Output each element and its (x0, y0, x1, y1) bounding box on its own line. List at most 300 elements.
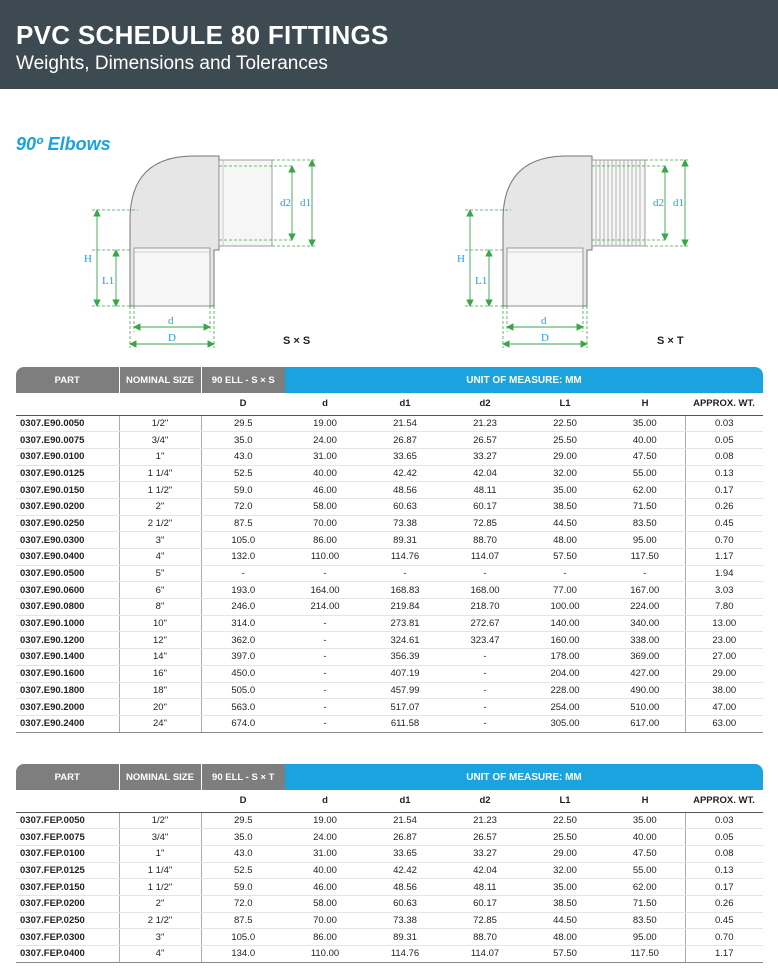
table-row (16, 665, 763, 682)
dim-h-cell: - (605, 565, 685, 582)
nominal-size-cell: 1" (119, 845, 201, 862)
dim-d1-cell: 26.87 (365, 432, 445, 449)
dim-d2-cell: 60.17 (445, 895, 525, 912)
approx-weight-cell: 47.00 (685, 699, 763, 716)
dim-d-cell: 31.00 (285, 845, 365, 862)
dim-d1-cell: 457.99 (365, 682, 445, 699)
col-d-header: d (285, 393, 365, 415)
dim-h-cell: 117.50 (605, 549, 685, 566)
nominal-size-cell: 16" (119, 665, 201, 682)
dim-h-cell: 510.00 (605, 699, 685, 716)
part-number-cell: 0307.E90.0300 (16, 532, 119, 549)
dim-l1-cell: 140.00 (525, 615, 605, 632)
dim-l1-cell: 44.50 (525, 912, 605, 929)
part-number-cell: 0307.E90.0800 (16, 599, 119, 616)
dim-l1-cell: 35.00 (525, 879, 605, 896)
col-D-header: D (201, 393, 285, 415)
dim-l1-cell: 35.00 (525, 482, 605, 499)
dim-D-label: D (168, 332, 176, 344)
nominal-size-cell: 1/2" (119, 812, 201, 829)
dim-d-cell: - (285, 682, 365, 699)
dim-d1-cell: 168.83 (365, 582, 445, 599)
dim-h-cell: 35.00 (605, 812, 685, 829)
dim-d1-cell: 611.58 (365, 715, 445, 732)
dim-d-cell: - (285, 665, 365, 682)
dim-D-cell: 397.0 (201, 649, 285, 666)
part-number-cell: 0307.E90.0100 (16, 448, 119, 465)
dim-d-cell: 46.00 (285, 879, 365, 896)
dim-d1-cell: 407.19 (365, 665, 445, 682)
dim-d2-cell: 72.85 (445, 515, 525, 532)
diagram-sxs-label: S × S (283, 335, 311, 347)
table-row (16, 812, 763, 829)
dim-D-cell: 35.0 (201, 829, 285, 846)
dim-d1-cell: 273.81 (365, 615, 445, 632)
col-l1-header: L1 (525, 790, 605, 812)
dim-d1-cell: 60.63 (365, 498, 445, 515)
dim-h-cell: 95.00 (605, 929, 685, 946)
part-number-cell: 0307.E90.1000 (16, 615, 119, 632)
table-row (16, 715, 763, 732)
dim-d2-cell: 21.23 (445, 415, 525, 432)
approx-weight-cell: 7.80 (685, 599, 763, 616)
dim-D-cell: 43.0 (201, 845, 285, 862)
approx-weight-cell: 1.17 (685, 946, 763, 963)
dim-h-cell: 117.50 (605, 946, 685, 963)
dim-D-cell: 43.0 (201, 448, 285, 465)
dim-d1-cell: 33.65 (365, 845, 445, 862)
nominal-size-cell: 1" (119, 448, 201, 465)
dim-d-cell: - (285, 649, 365, 666)
dim-d1-cell: 89.31 (365, 532, 445, 549)
nominal-size-cell: 1 1/4" (119, 862, 201, 879)
dim-l1-cell: 25.50 (525, 829, 605, 846)
table-row (16, 465, 763, 482)
dim-l1-cell: 100.00 (525, 599, 605, 616)
dim-d2-cell: 33.27 (445, 448, 525, 465)
table-row (16, 946, 763, 963)
dim-h-cell: 167.00 (605, 582, 685, 599)
part-number-cell: 0307.FEP.0250 (16, 912, 119, 929)
dim-d2-cell: 33.27 (445, 845, 525, 862)
dim-d1-cell: 114.76 (365, 946, 445, 963)
approx-weight-cell: 1.94 (685, 565, 763, 582)
dim-l1-cell: 29.00 (525, 448, 605, 465)
dim-D-cell: 105.0 (201, 532, 285, 549)
dim-l1-cell: 228.00 (525, 682, 605, 699)
nominal-size-cell: 1 1/2" (119, 482, 201, 499)
dim-l1-cell: 57.50 (525, 946, 605, 963)
dim-d-cell: - (285, 565, 365, 582)
table-row (16, 879, 763, 896)
dim-D-cell: 193.0 (201, 582, 285, 599)
approx-weight-cell: 0.70 (685, 929, 763, 946)
approx-weight-cell: 0.45 (685, 912, 763, 929)
nominal-size-cell: 14" (119, 649, 201, 666)
dim-D-cell: 52.5 (201, 465, 285, 482)
nominal-size-cell: 1 1/4" (119, 465, 201, 482)
dim-h-cell: 490.00 (605, 682, 685, 699)
dim-d2-label: d2 (653, 197, 664, 209)
part-number-cell: 0307.FEP.0050 (16, 812, 119, 829)
dim-h-cell: 47.50 (605, 845, 685, 862)
col-d1-header: d1 (365, 393, 445, 415)
dim-D-cell: 132.0 (201, 549, 285, 566)
table-row (16, 845, 763, 862)
dim-h-label: H (84, 253, 92, 265)
dim-D-cell: 450.0 (201, 665, 285, 682)
dim-d2-cell: 26.57 (445, 432, 525, 449)
dim-d1-cell: 324.61 (365, 632, 445, 649)
dim-l1-cell: 25.50 (525, 432, 605, 449)
dim-d2-cell: - (445, 665, 525, 682)
part-number-cell: 0307.FEP.0400 (16, 946, 119, 963)
unit-of-measure-header: UNIT OF MEASURE: MM (285, 764, 763, 790)
dim-d1-cell: 21.54 (365, 415, 445, 432)
nominal-size-cell: 4" (119, 946, 201, 963)
elbow-sxt-diagram (451, 140, 701, 350)
dim-d-cell: 24.00 (285, 432, 365, 449)
nominal-size-cell: 3" (119, 532, 201, 549)
fitting-type-header: 90 ELL - S × S (201, 367, 285, 393)
nominal-size-cell: 2 1/2" (119, 515, 201, 532)
nominal-size-cell: 2" (119, 498, 201, 515)
approx-weight-cell: 0.45 (685, 515, 763, 532)
nominal-size-cell: 12" (119, 632, 201, 649)
dim-h-cell: 47.50 (605, 448, 685, 465)
dim-d2-cell: 48.11 (445, 879, 525, 896)
part-number-cell: 0307.FEP.0300 (16, 929, 119, 946)
col-h-header: H (605, 790, 685, 812)
dim-d-cell: 58.00 (285, 498, 365, 515)
part-number-cell: 0307.E90.1200 (16, 632, 119, 649)
approx-weight-cell: 0.26 (685, 895, 763, 912)
dim-d-cell: 19.00 (285, 812, 365, 829)
dim-d2-cell: 72.85 (445, 912, 525, 929)
dim-d2-cell: - (445, 565, 525, 582)
col-D-header: D (201, 790, 285, 812)
dim-l1-cell: 77.00 (525, 582, 605, 599)
part-number-cell: 0307.FEP.0200 (16, 895, 119, 912)
part-number-cell: 0307.E90.1800 (16, 682, 119, 699)
part-number-cell: 0307.FEP.0125 (16, 862, 119, 879)
dim-D-cell: 72.0 (201, 895, 285, 912)
dim-d2-cell: 42.04 (445, 862, 525, 879)
dim-l1-label: L1 (102, 275, 115, 287)
dim-d2-cell: 21.23 (445, 812, 525, 829)
table-row (16, 912, 763, 929)
dim-d1-cell: 356.39 (365, 649, 445, 666)
dim-d1-cell: 26.87 (365, 829, 445, 846)
dim-D-cell: 674.0 (201, 715, 285, 732)
approx-weight-cell: 38.00 (685, 682, 763, 699)
dim-h-cell: 340.00 (605, 615, 685, 632)
dim-l1-cell: 178.00 (525, 649, 605, 666)
part-number-cell: 0307.E90.0250 (16, 515, 119, 532)
dim-d1-cell: 89.31 (365, 929, 445, 946)
elbow-sxs-table (16, 367, 763, 733)
part-number-cell: 0307.E90.0125 (16, 465, 119, 482)
dim-d1-cell: 21.54 (365, 812, 445, 829)
approx-weight-cell: 0.05 (685, 829, 763, 846)
part-header: PART (16, 764, 119, 790)
col-d2-header: d2 (445, 393, 525, 415)
part-header: PART (16, 367, 119, 393)
dim-d-label: d (168, 315, 174, 327)
table-row (16, 599, 763, 616)
approx-weight-cell: 0.17 (685, 879, 763, 896)
dim-D-cell: 314.0 (201, 615, 285, 632)
dim-h-cell: 427.00 (605, 665, 685, 682)
nominal-size-cell: 2 1/2" (119, 912, 201, 929)
approx-weight-cell: 0.08 (685, 845, 763, 862)
approx-weight-cell: 0.17 (685, 482, 763, 499)
dim-l1-cell: 32.00 (525, 465, 605, 482)
dim-l1-cell: - (525, 565, 605, 582)
elbow-sxt-table (16, 764, 763, 963)
dim-d1-cell: 517.07 (365, 699, 445, 716)
dim-d-cell: 70.00 (285, 912, 365, 929)
approx-weight-cell: 29.00 (685, 665, 763, 682)
dim-d2-cell: 323.47 (445, 632, 525, 649)
table-row (16, 862, 763, 879)
dim-d-cell: - (285, 632, 365, 649)
col-h-header: H (605, 393, 685, 415)
dim-D-label: D (541, 332, 549, 344)
dim-d1-cell: 73.38 (365, 912, 445, 929)
dim-l1-cell: 29.00 (525, 845, 605, 862)
dim-d2-cell: 48.11 (445, 482, 525, 499)
table-row (16, 929, 763, 946)
nominal-size-cell: 10" (119, 615, 201, 632)
dim-d-label: d (541, 315, 547, 327)
dim-d1-cell: 42.42 (365, 465, 445, 482)
nominal-size-cell: 2" (119, 895, 201, 912)
nominal-size-cell: 5" (119, 565, 201, 582)
dim-h-label: H (457, 253, 465, 265)
nominal-size-cell: 6" (119, 582, 201, 599)
dim-h-cell: 62.00 (605, 482, 685, 499)
nominal-size-header: NOMINAL SIZE (119, 367, 201, 393)
table-row (16, 895, 763, 912)
dim-l1-label: L1 (475, 275, 488, 287)
dim-d-cell: 58.00 (285, 895, 365, 912)
dim-d1-cell: 73.38 (365, 515, 445, 532)
dim-D-cell: 246.0 (201, 599, 285, 616)
dim-d-cell: 24.00 (285, 829, 365, 846)
page-subtitle: Weights, Dimensions and Tolerances (16, 53, 328, 74)
unit-of-measure-header: UNIT OF MEASURE: MM (285, 367, 763, 393)
dim-h-cell: 224.00 (605, 599, 685, 616)
dim-D-cell: 87.5 (201, 515, 285, 532)
dim-d2-cell: 272.67 (445, 615, 525, 632)
dim-d-cell: 110.00 (285, 549, 365, 566)
dim-D-cell: - (201, 565, 285, 582)
nominal-size-cell: 20" (119, 699, 201, 716)
col-weight-header: APPROX. WT. (685, 393, 763, 415)
dim-h-cell: 83.50 (605, 515, 685, 532)
approx-weight-cell: 0.70 (685, 532, 763, 549)
nominal-size-cell: 8" (119, 599, 201, 616)
part-number-cell: 0307.FEP.0150 (16, 879, 119, 896)
dim-D-cell: 105.0 (201, 929, 285, 946)
part-number-cell: 0307.FEP.0075 (16, 829, 119, 846)
dim-d2-cell: 42.04 (445, 465, 525, 482)
table-row (16, 632, 763, 649)
dim-D-cell: 72.0 (201, 498, 285, 515)
dim-d-cell: - (285, 615, 365, 632)
dim-l1-cell: 22.50 (525, 415, 605, 432)
dim-d2-cell: 88.70 (445, 532, 525, 549)
col-d-header: d (285, 790, 365, 812)
dim-D-cell: 29.5 (201, 415, 285, 432)
dim-l1-cell: 32.00 (525, 862, 605, 879)
part-number-cell: 0307.E90.0150 (16, 482, 119, 499)
approx-weight-cell: 1.17 (685, 549, 763, 566)
dim-l1-cell: 160.00 (525, 632, 605, 649)
approx-weight-cell: 63.00 (685, 715, 763, 732)
approx-weight-cell: 0.13 (685, 862, 763, 879)
nominal-size-cell: 4" (119, 549, 201, 566)
col-l1-header: L1 (525, 393, 605, 415)
dim-D-cell: 52.5 (201, 862, 285, 879)
dim-D-cell: 563.0 (201, 699, 285, 716)
part-number-cell: 0307.E90.1600 (16, 665, 119, 682)
approx-weight-cell: 0.26 (685, 498, 763, 515)
table-row (16, 482, 763, 499)
dim-D-cell: 362.0 (201, 632, 285, 649)
dim-l1-cell: 44.50 (525, 515, 605, 532)
dim-d1-cell: 33.65 (365, 448, 445, 465)
dim-d2-cell: - (445, 682, 525, 699)
dim-D-cell: 29.5 (201, 812, 285, 829)
dim-d2-cell: 168.00 (445, 582, 525, 599)
dim-d2-cell: 60.17 (445, 498, 525, 515)
dim-h-cell: 35.00 (605, 415, 685, 432)
dim-h-cell: 71.50 (605, 498, 685, 515)
table-row (16, 615, 763, 632)
approx-weight-cell: 0.08 (685, 448, 763, 465)
dim-d-cell: 70.00 (285, 515, 365, 532)
dim-l1-cell: 38.50 (525, 895, 605, 912)
dim-D-cell: 505.0 (201, 682, 285, 699)
dim-d2-cell: - (445, 715, 525, 732)
dim-h-cell: 40.00 (605, 432, 685, 449)
nominal-size-cell: 3/4" (119, 829, 201, 846)
table-row (16, 829, 763, 846)
approx-weight-cell: 13.00 (685, 615, 763, 632)
page-header (0, 0, 778, 89)
dim-h-cell: 338.00 (605, 632, 685, 649)
nominal-size-cell: 1 1/2" (119, 879, 201, 896)
fitting-type-header: 90 ELL - S × T (201, 764, 285, 790)
table-row (16, 415, 763, 432)
dim-d1-cell: 42.42 (365, 862, 445, 879)
nominal-size-cell: 3/4" (119, 432, 201, 449)
dim-d1-cell: 219.84 (365, 599, 445, 616)
part-number-cell: 0307.FEP.0100 (16, 845, 119, 862)
nominal-size-cell: 1/2" (119, 415, 201, 432)
approx-weight-cell: 27.00 (685, 649, 763, 666)
dim-l1-cell: 48.00 (525, 532, 605, 549)
dim-h-cell: 369.00 (605, 649, 685, 666)
dim-d-cell: 86.00 (285, 929, 365, 946)
dim-D-cell: 59.0 (201, 879, 285, 896)
dim-d-cell: 214.00 (285, 599, 365, 616)
table-row (16, 448, 763, 465)
col-d1-header: d1 (365, 790, 445, 812)
elbow-sxs-diagram (78, 140, 328, 350)
dim-d-cell: - (285, 715, 365, 732)
diagram-sxt-label: S × T (657, 335, 684, 347)
dim-h-cell: 71.50 (605, 895, 685, 912)
dim-d2-cell: - (445, 699, 525, 716)
dim-d1-cell: 60.63 (365, 895, 445, 912)
dim-d1-cell: 48.56 (365, 482, 445, 499)
dim-d1-label: d1 (300, 197, 311, 209)
dim-d-cell: 164.00 (285, 582, 365, 599)
approx-weight-cell: 0.03 (685, 812, 763, 829)
part-number-cell: 0307.E90.2000 (16, 699, 119, 716)
dim-D-cell: 134.0 (201, 946, 285, 963)
dim-d2-cell: 114.07 (445, 549, 525, 566)
dim-l1-cell: 48.00 (525, 929, 605, 946)
dim-d-cell: 86.00 (285, 532, 365, 549)
part-number-cell: 0307.E90.0600 (16, 582, 119, 599)
dim-D-cell: 87.5 (201, 912, 285, 929)
dim-l1-cell: 22.50 (525, 812, 605, 829)
nominal-size-cell: 24" (119, 715, 201, 732)
dim-h-cell: 40.00 (605, 829, 685, 846)
dim-d-cell: 31.00 (285, 448, 365, 465)
table-row (16, 549, 763, 566)
dim-l1-cell: 57.50 (525, 549, 605, 566)
approx-weight-cell: 0.13 (685, 465, 763, 482)
dim-d-cell: 110.00 (285, 946, 365, 963)
part-number-cell: 0307.E90.0200 (16, 498, 119, 515)
nominal-size-header: NOMINAL SIZE (119, 764, 201, 790)
dim-D-cell: 59.0 (201, 482, 285, 499)
nominal-size-cell: 3" (119, 929, 201, 946)
nominal-size-cell: 18" (119, 682, 201, 699)
approx-weight-cell: 23.00 (685, 632, 763, 649)
table-row (16, 649, 763, 666)
table-row (16, 432, 763, 449)
col-d2-header: d2 (445, 790, 525, 812)
dim-l1-cell: 38.50 (525, 498, 605, 515)
table-row (16, 682, 763, 699)
approx-weight-cell: 0.05 (685, 432, 763, 449)
dim-d-cell: - (285, 699, 365, 716)
table-row (16, 565, 763, 582)
table-row (16, 498, 763, 515)
dim-d2-cell: 218.70 (445, 599, 525, 616)
part-number-cell: 0307.E90.0500 (16, 565, 119, 582)
table-row (16, 582, 763, 599)
dim-d1-cell: - (365, 565, 445, 582)
dim-h-cell: 55.00 (605, 465, 685, 482)
dim-d-cell: 40.00 (285, 465, 365, 482)
dim-d2-cell: 114.07 (445, 946, 525, 963)
table-row (16, 532, 763, 549)
part-number-cell: 0307.E90.0075 (16, 432, 119, 449)
dim-l1-cell: 204.00 (525, 665, 605, 682)
dim-d-cell: 19.00 (285, 415, 365, 432)
dim-h-cell: 83.50 (605, 912, 685, 929)
table-row (16, 699, 763, 716)
part-number-cell: 0307.E90.0400 (16, 549, 119, 566)
approx-weight-cell: 0.03 (685, 415, 763, 432)
